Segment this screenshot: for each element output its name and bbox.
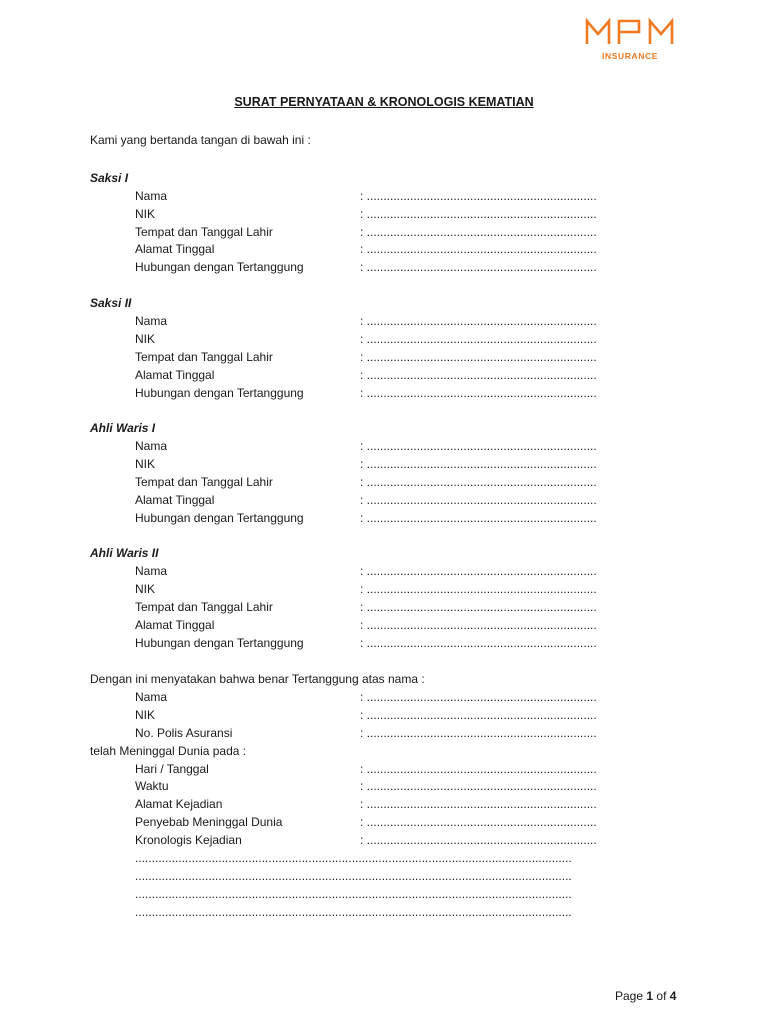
field-blank[interactable]: : ..................................................................... (360, 815, 597, 829)
section-heading-saksi-2: Saksi II (90, 296, 132, 310)
section-heading-saksi-1: Saksi I (90, 171, 129, 185)
field-blank[interactable]: : ..................................................................... (360, 797, 597, 811)
field-blank[interactable]: : ..................................................................... (360, 726, 597, 740)
chronology-blank-line[interactable]: ................................................................................................................................... (135, 851, 572, 865)
field-label: Nama (135, 314, 168, 328)
field-blank[interactable]: : ..................................................................... (360, 439, 597, 453)
chronology-blank-line[interactable]: ................................................................................................................................... (135, 887, 572, 901)
field-label: Tempat dan Tanggal Lahir (135, 475, 273, 489)
section-heading-ahli-waris-1: Ahli Waris I (90, 421, 156, 435)
field-label: Waktu (135, 779, 169, 793)
field-label: Kronologis Kejadian (135, 833, 242, 847)
field-blank[interactable]: : ..................................................................... (360, 690, 597, 704)
field-label: Penyebab Meninggal Dunia (135, 815, 283, 829)
field-label: NIK (135, 332, 156, 346)
field-blank[interactable]: : ..................................................................... (360, 636, 597, 650)
field-blank[interactable]: : ..................................................................... (360, 564, 597, 578)
field-blank[interactable]: : ..................................................................... (360, 493, 597, 507)
field-label: Alamat Tinggal (135, 618, 215, 632)
field-blank[interactable]: : ..................................................................... (360, 833, 597, 847)
field-blank[interactable]: : ..................................................................... (360, 779, 597, 793)
field-blank[interactable]: : ..................................................................... (360, 189, 597, 203)
field-label: NIK (135, 582, 156, 596)
field-blank[interactable]: : ..................................................................... (360, 511, 597, 525)
field-blank[interactable]: : ..................................................................... (360, 618, 597, 632)
field-blank[interactable]: : ..................................................................... (360, 386, 597, 400)
field-label: Nama (135, 189, 168, 203)
field-blank[interactable]: : ..................................................................... (360, 314, 597, 328)
field-label: Tempat dan Tanggal Lahir (135, 225, 273, 239)
page-title: SURAT PERNYATAAN & KRONOLOGIS KEMATIAN (234, 95, 534, 109)
field-label: Hubungan dengan Tertanggung (135, 260, 304, 274)
field-blank[interactable]: : ..................................................................... (360, 225, 597, 239)
field-label: No. Polis Asuransi (135, 726, 233, 740)
field-blank[interactable]: : ..................................................................... (360, 475, 597, 489)
statement-text: Dengan ini menyatakan bahwa benar Tertanggung atas nama : (90, 672, 425, 686)
chronology-blank-line[interactable]: ................................................................................................................................... (135, 869, 572, 883)
field-label: Hari / Tanggal (135, 762, 209, 776)
page-word: Page (615, 989, 644, 1003)
field-label: Hubungan dengan Tertanggung (135, 511, 304, 525)
field-blank[interactable]: : ..................................................................... (360, 207, 597, 221)
intro-text: Kami yang bertanda tangan di bawah ini : (90, 133, 311, 147)
field-blank[interactable]: : ..................................................................... (360, 332, 597, 346)
field-blank[interactable]: : ..................................................................... (360, 260, 597, 274)
chronology-blank-line[interactable]: ................................................................................................................................... (135, 905, 572, 919)
field-blank[interactable]: : ..................................................................... (360, 762, 597, 776)
field-label: NIK (135, 457, 156, 471)
mpm-logo-mark (584, 16, 678, 48)
field-blank[interactable]: : ..................................................................... (360, 708, 597, 722)
field-blank[interactable]: : ..................................................................... (360, 368, 597, 382)
field-label: Nama (135, 439, 168, 453)
field-blank[interactable]: : ..................................................................... (360, 600, 597, 614)
section-heading-ahli-waris-2: Ahli Waris II (90, 546, 159, 560)
field-blank[interactable]: : ..................................................................... (360, 242, 597, 256)
field-label: Nama (135, 564, 168, 578)
field-label: Hubungan dengan Tertanggung (135, 386, 304, 400)
field-label: Alamat Kejadian (135, 797, 223, 811)
field-label: Alamat Tinggal (135, 493, 215, 507)
death-intro-text: telah Meninggal Dunia pada : (90, 744, 247, 758)
logo-subtitle: INSURANCE (602, 51, 658, 61)
page-number (615, 989, 676, 1003)
page-current: 1 (646, 989, 654, 1003)
field-label: Nama (135, 690, 168, 704)
page-total: 4 (669, 989, 677, 1003)
field-blank[interactable]: : ..................................................................... (360, 582, 597, 596)
field-label: Tempat dan Tanggal Lahir (135, 600, 273, 614)
field-blank[interactable]: : ..................................................................... (360, 457, 597, 471)
field-label: Alamat Tinggal (135, 368, 215, 382)
field-label: NIK (135, 207, 156, 221)
field-label: NIK (135, 708, 156, 722)
of-word: of (656, 989, 667, 1003)
field-label: Tempat dan Tanggal Lahir (135, 350, 273, 364)
mpm-insurance-logo (584, 16, 680, 62)
field-label: Alamat Tinggal (135, 242, 215, 256)
field-label: Hubungan dengan Tertanggung (135, 636, 304, 650)
field-blank[interactable]: : ..................................................................... (360, 350, 597, 364)
